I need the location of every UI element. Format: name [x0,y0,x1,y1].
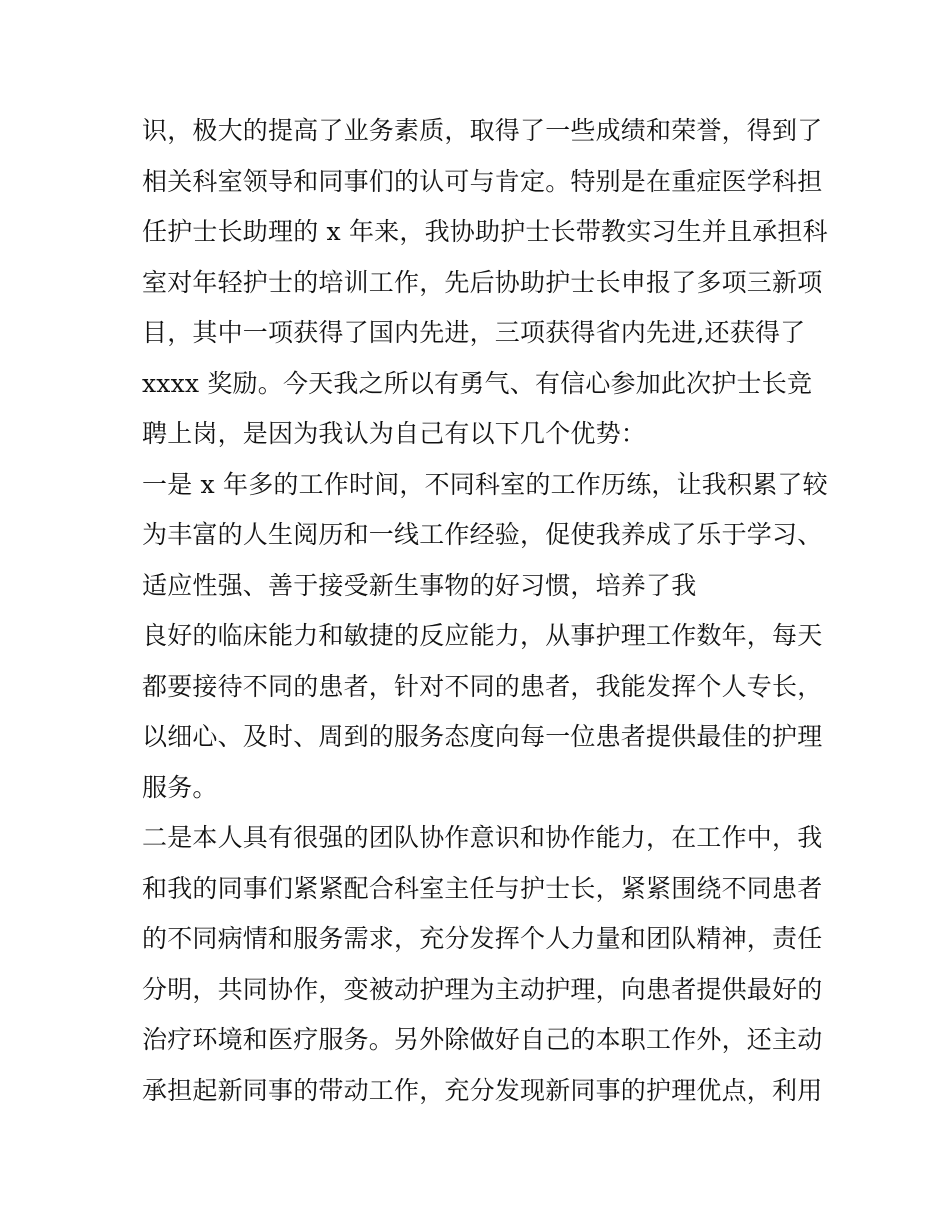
text-line: 良好的临床能力和敏捷的反应能力，从事护理工作数年，每天 [142,621,823,650]
text-line: 适应性强、善于接受新生事物的好习惯，培养了我 [142,570,697,600]
text-line: 室对年轻护士的培训工作，先后协助护士长申报了多项三新项 [142,267,823,297]
text-line: 治疗环境和医疗服务。另外除做好自己的本职工作外，还主动 [142,1025,823,1054]
text-line: 识，极大的提高了业务素质，取得了一些成绩和荣誉，得到了 [142,116,823,145]
text-line: 以细心、及时、周到的服务态度向每一位患者提供最佳的护理 [142,722,823,751]
text-line: 的不同病情和服务需求，充分发挥个人力量和团队精神，责任 [142,924,823,953]
body-text [142,106,828,1116]
text-line: 都要接待不同的患者，针对不同的患者，我能发挥个人专长， [142,671,823,701]
text-line: 分明，共同协作，变被动护理为主动护理，向患者提供最好的 [142,974,823,1004]
text-line: 二是本人具有很强的团队协作意识和协作能力，在工作中，我 [142,823,823,852]
text-line: 一是 x 年多的工作时间，不同科室的工作历练，让我积累了较 [142,469,828,499]
text-line: 任护士长助理的 x 年来，我协助护士长带教实习生并且承担科 [142,217,828,246]
text-line: 承担起新同事的带动工作，充分发现新同事的护理优点，利用 [142,1075,823,1105]
text-line: 为丰富的人生阅历和一线工作经验，促使我养成了乐于学习、 [142,520,823,549]
text-line: xxxx 奖励。今天我之所以有勇气、有信心参加此次护士长竞 [142,368,813,398]
text-line: 和我的同事们紧紧配合科室主任与护士长，紧紧围绕不同患者 [142,873,823,903]
text-line: 聘上岗，是因为我认为自己有以下几个优势： [142,419,647,448]
text-line: 目，其中一项获得了国内先进，三项获得省内先进,还获得了 [142,318,806,347]
text-line: 服务。 [142,772,218,802]
text-line: 相关科室领导和同事们的认可与肯定。特别是在重症医学科担 [142,166,823,196]
